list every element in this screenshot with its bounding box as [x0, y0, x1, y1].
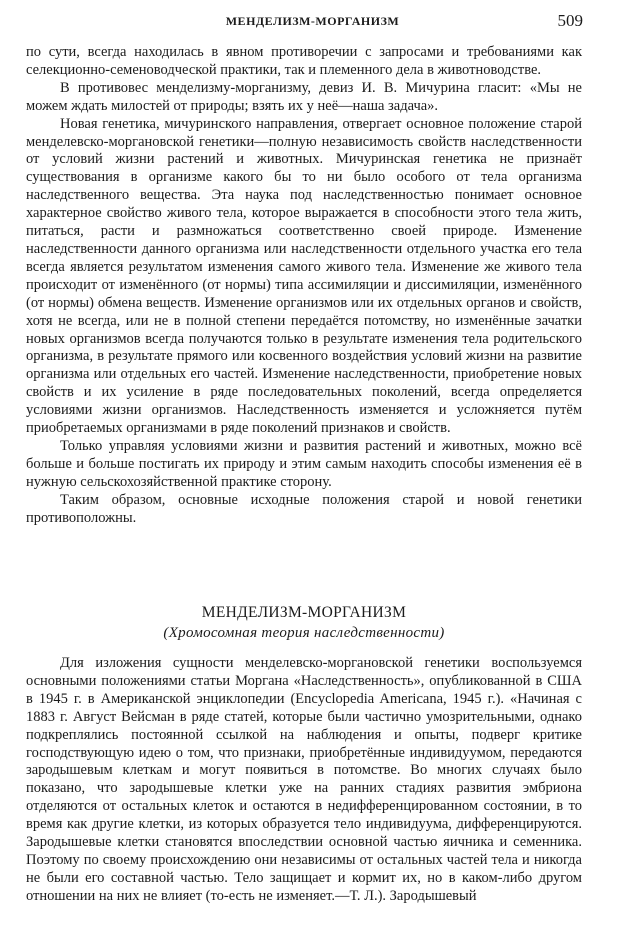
section-heading — [26, 603, 582, 643]
section-title: МЕНДЕЛИЗМ-МОРГАНИЗМ — [201, 604, 407, 621]
running-head-title: МЕНДЕЛИЗМ-МОРГАНИЗМ — [225, 14, 400, 28]
paragraph-conclusion: Таким образом, основные исходные положения старой и новой генетики противоположны. — [26, 491, 582, 526]
paragraph-controlling-conditions: Только управляя условиями жизни и развития растений и животных, можно всё больше и больше постигать их природу и этим самым находить способы изменения её в нужную сельскохозяйственной практике сторону. — [26, 437, 582, 490]
paragraph-morgan-heredity: Для изложения сущности менделевско-моргановской генетики воспользуемся основными положениями статьи Моргана «Наследственность», опубликованной в США в 1945 г. в Американской энциклопедии (Encyclopedia Americana, 1945 г.). «Начиная с 1883 г. Август Вейсман в ряде статей, которые были частично умозрительными, однако подкреплялись постоянной ссылкой на наблюдения и опыты, подверг критике господствующую идею о том, что признаки, приобретённые индивидуумом, передаются зародышевым клеткам и могут появиться в потомстве. Во многих случаях было показано, что зародышевые клетки уже на ранних стадиях развития эмбриона отделяются от остальных клеток и остаются в недифференцированном состоянии, в то время как другие клетки, из которых образуется тело индивидуума, дифференцируются. Зародышевые клетки становятся впоследствии основной частью яичника и семенника. Поэтому по своему происхождению они независимы от остальных частей тела и никогда не были его составной частью. Тело защищает и кормит их, но в каком-либо другом отношении на них не влияет (то-есть не изменяет.—Т. Л.). Зародышевый — [26, 655, 582, 904]
body-text-top — [26, 44, 582, 527]
paragraph-continued: по сути, всегда находилась в явном противоречии с запросами и требованиями как селекционно-семеноводческой практики, так и племенного дела в животноводстве. — [26, 44, 582, 78]
paragraph-michurin-motto: В противовес менделизму-морганизму, девиз И. В. Мичурина гласит: «Мы не можем ждать милостей от природы; взять их у неё—наша задача». — [26, 79, 582, 114]
body-text-bottom — [26, 655, 582, 906]
section-subtitle: (Хромосомная теория наследственности) — [163, 625, 445, 641]
page-number: 509 — [557, 11, 583, 30]
running-head — [0, 11, 625, 36]
paragraph-new-genetics: Новая генетика, мичуринского направления, отвергает основное положение старой менделевско-моргановской генетики—полную независимость свойств наследственности от условий жизни растений и животных. Мичуринская генетика не признаёт существования в организме какого бы то ни было особого от тела организма наследственного вещества. Эта наука под наследственностью понимает основное характерное свойство живого тела, которое выражается в способности этого тела жить, питаться, расти и размножаться соответственно своей природе. Изменение наследственности данного организма или наследственности отдельного участка его тела всегда является результатом изменения самого живого тела. Изменение же живого тела происходит от изменённого (от нормы) типа ассимиляции и диссимиляции, изменённого (от нормы) обмена веществ. Изменение организмов или их отдельных органов и свойств, хотя не всегда, или не в полной степени передаётся потомству, но изменённые зачатки новых организмов всегда получаются только в результате изменения тела родительского организма, в результате прямого или косвенного воздействия условий жизни на развитие организма или отдельных его частей. Изменение наследственности, приобретение новых свойств и их усиление в ряде последовательных поколений, всегда определяется условиями жизни организмов. Наследственность изменяется и усложняется путём приобретаемых организмами в ряде поколений признаков и свойств. — [26, 115, 582, 437]
